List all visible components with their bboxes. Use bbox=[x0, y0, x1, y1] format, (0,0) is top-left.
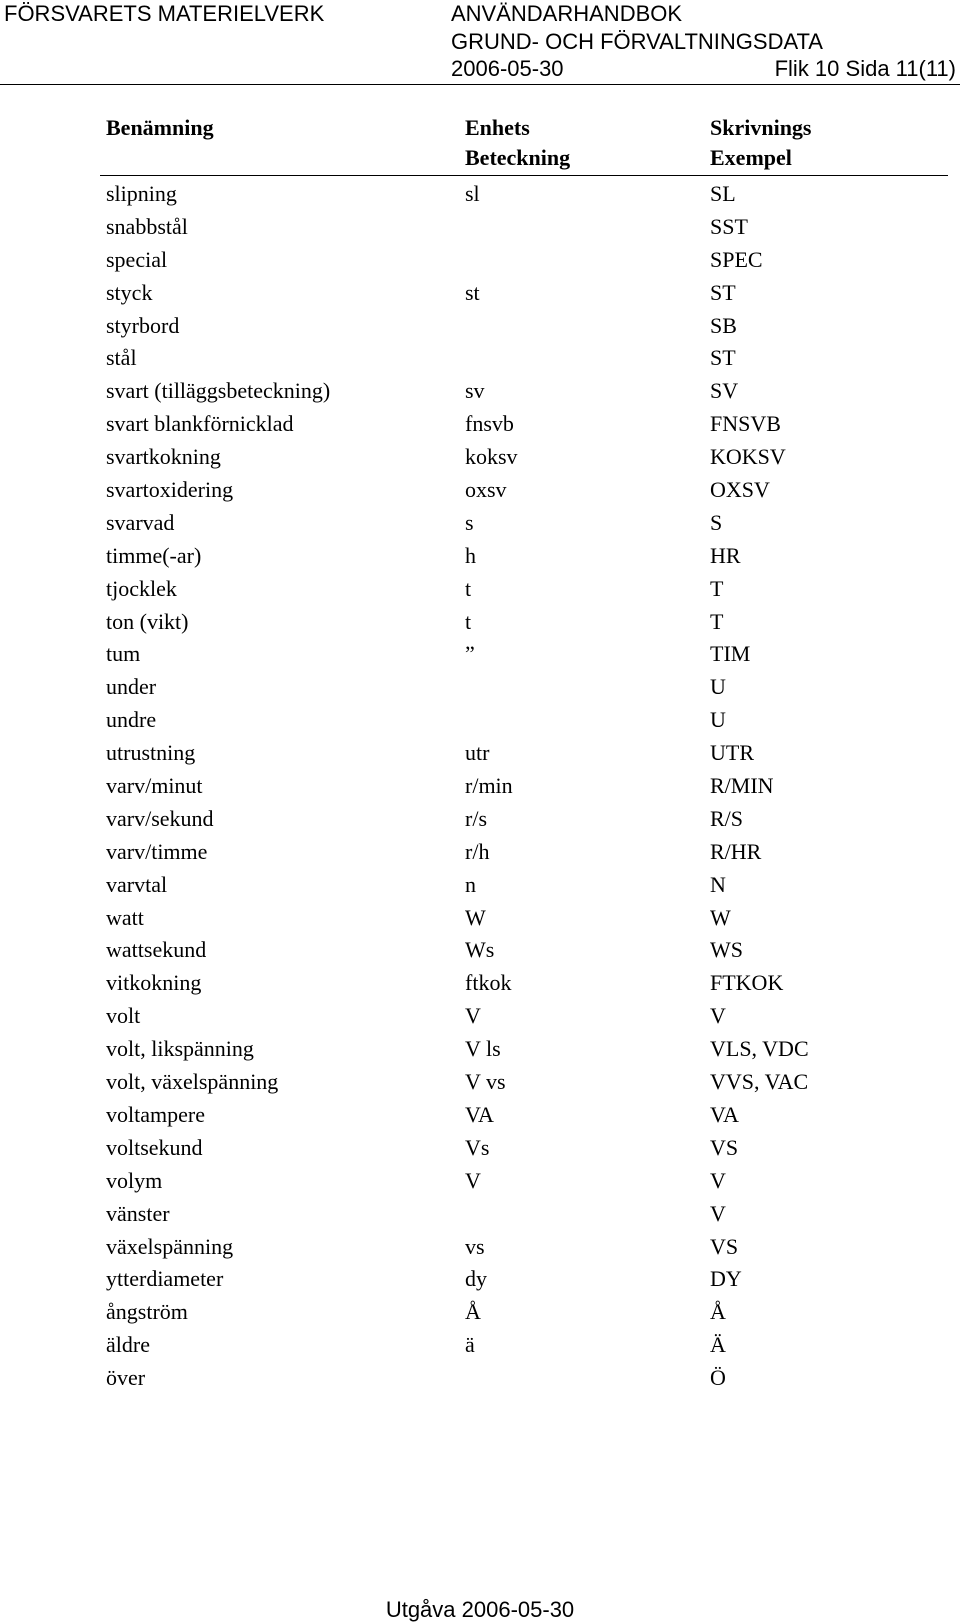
cell-name: undre bbox=[106, 707, 157, 733]
cell-unit: koksv bbox=[465, 444, 518, 470]
cell-example: FTKOK bbox=[710, 970, 784, 996]
cell-example: FNSVB bbox=[710, 411, 781, 437]
cell-example: WS bbox=[710, 937, 743, 963]
cell-example: SB bbox=[710, 312, 737, 338]
cell-unit: utr bbox=[465, 740, 490, 766]
cell-name: varv/sekund bbox=[106, 805, 214, 831]
cell-example: V bbox=[710, 1200, 726, 1226]
cell-example: R/MIN bbox=[710, 773, 774, 799]
cell-name: svart blankförnicklad bbox=[106, 411, 294, 437]
cell-name: svartoxidering bbox=[106, 477, 234, 503]
cell-name: special bbox=[106, 246, 168, 272]
column-header-name-line1: Benämning bbox=[106, 115, 214, 140]
cell-unit: Ws bbox=[465, 937, 495, 963]
column-header-example-line2: Exempel bbox=[710, 145, 792, 170]
cell-name: volt bbox=[106, 1003, 141, 1029]
column-header-unit-line1: Enhets bbox=[465, 115, 530, 140]
table-row bbox=[0, 474, 960, 507]
header-date: 2006-05-30 bbox=[451, 56, 564, 81]
cell-example: SST bbox=[710, 213, 748, 239]
cell-name: ton (vikt) bbox=[106, 608, 189, 634]
cell-example: HR bbox=[710, 542, 741, 568]
cell-example: VA bbox=[710, 1101, 739, 1127]
table-row bbox=[0, 638, 960, 671]
cell-unit: ä bbox=[465, 1332, 475, 1358]
cell-unit: h bbox=[465, 542, 476, 568]
cell-unit: t bbox=[465, 575, 472, 601]
cell-example: U bbox=[710, 674, 726, 700]
cell-unit: V bbox=[465, 1003, 481, 1029]
header-divider bbox=[0, 84, 960, 85]
cell-example: V bbox=[710, 1003, 726, 1029]
cell-name: över bbox=[106, 1365, 146, 1391]
cell-example: OXSV bbox=[710, 477, 770, 503]
cell-unit: oxsv bbox=[465, 477, 507, 503]
cell-example: ST bbox=[710, 279, 736, 305]
table-row bbox=[0, 737, 960, 770]
table-row bbox=[0, 1033, 960, 1066]
cell-unit: sv bbox=[465, 378, 485, 404]
cell-unit: sl bbox=[465, 181, 480, 206]
cell-unit: dy bbox=[465, 1266, 487, 1292]
cell-name: varvtal bbox=[106, 871, 168, 897]
cell-unit: fnsvb bbox=[465, 411, 514, 437]
table-row bbox=[0, 1165, 960, 1198]
cell-name: stål bbox=[106, 345, 137, 371]
cell-example: Å bbox=[710, 1299, 726, 1325]
cell-unit: ftkok bbox=[465, 970, 512, 996]
table-row bbox=[0, 441, 960, 474]
cell-name: voltsekund bbox=[106, 1134, 203, 1160]
table-row bbox=[0, 244, 960, 277]
table-header-divider bbox=[100, 175, 948, 176]
cell-unit: V bbox=[465, 1167, 481, 1193]
table-row bbox=[0, 540, 960, 573]
cell-example: R/HR bbox=[710, 838, 762, 864]
table-row bbox=[0, 375, 960, 408]
cell-example: VVS, VAC bbox=[710, 1069, 809, 1095]
table-row bbox=[0, 1066, 960, 1099]
table-row bbox=[0, 211, 960, 244]
column-header-unit-line2: Beteckning bbox=[465, 145, 571, 170]
cell-example: SPEC bbox=[710, 246, 763, 272]
cell-name: styck bbox=[106, 279, 153, 305]
cell-name: varv/minut bbox=[106, 773, 203, 799]
cell-name: svartkokning bbox=[106, 444, 221, 470]
column-header-example bbox=[710, 113, 812, 173]
table-row bbox=[0, 507, 960, 540]
table-row bbox=[0, 869, 960, 902]
cell-example: V bbox=[710, 1167, 726, 1193]
table-row bbox=[0, 1263, 960, 1296]
cell-unit: V ls bbox=[465, 1036, 501, 1062]
cell-name: växelspänning bbox=[106, 1233, 234, 1259]
cell-name: watt bbox=[106, 904, 144, 930]
cell-unit: r/s bbox=[465, 805, 487, 831]
cell-name: slipning bbox=[106, 181, 177, 206]
cell-unit: Vs bbox=[465, 1134, 490, 1160]
cell-unit: Å bbox=[465, 1299, 481, 1325]
table-row bbox=[0, 1362, 960, 1395]
cell-example: R/S bbox=[710, 805, 744, 831]
cell-example: UTR bbox=[710, 740, 754, 766]
cell-name: svart (tilläggsbeteckning) bbox=[106, 378, 331, 404]
cell-example: T bbox=[710, 575, 724, 601]
cell-example: N bbox=[710, 871, 726, 897]
footer-edition: Utgåva 2006-05-30 bbox=[385, 1597, 575, 1622]
cell-example: KOKSV bbox=[710, 444, 786, 470]
header-document-subtitle: GRUND- OCH FÖRVALTNINGSDATA bbox=[451, 29, 823, 54]
column-header-name bbox=[106, 113, 214, 143]
cell-name: volt, likspänning bbox=[106, 1036, 254, 1062]
cell-name: voltampere bbox=[106, 1101, 205, 1127]
cell-example: VLS, VDC bbox=[710, 1036, 809, 1062]
cell-example: S bbox=[710, 509, 723, 535]
table-row bbox=[0, 310, 960, 343]
cell-name: tum bbox=[106, 641, 141, 667]
table-row bbox=[0, 902, 960, 935]
table-row bbox=[0, 342, 960, 375]
cell-example: ST bbox=[710, 345, 736, 371]
cell-name: äldre bbox=[106, 1332, 150, 1358]
header-document-title: ANVÄNDARHANDBOK bbox=[451, 1, 683, 26]
cell-example: VS bbox=[710, 1233, 739, 1259]
table-row bbox=[0, 803, 960, 836]
cell-example: SV bbox=[710, 378, 739, 404]
table-row bbox=[0, 1231, 960, 1264]
cell-unit: st bbox=[465, 279, 480, 305]
table-row bbox=[0, 934, 960, 967]
table-row bbox=[0, 704, 960, 737]
cell-unit: r/min bbox=[465, 773, 513, 799]
cell-unit: t bbox=[465, 608, 472, 634]
header-page-reference: Flik 10 Sida 11(11) bbox=[774, 56, 956, 81]
cell-name: tjocklek bbox=[106, 575, 177, 601]
table-row bbox=[0, 967, 960, 1000]
cell-name: ytterdiameter bbox=[106, 1266, 224, 1292]
table-row bbox=[0, 606, 960, 639]
cell-example: T bbox=[710, 608, 724, 634]
table-header bbox=[0, 113, 960, 175]
cell-unit: VA bbox=[465, 1101, 494, 1127]
cell-unit: vs bbox=[465, 1233, 485, 1259]
cell-unit: r/h bbox=[465, 838, 490, 864]
cell-name: ångström bbox=[106, 1299, 188, 1325]
table-row bbox=[0, 1296, 960, 1329]
cell-unit: n bbox=[465, 871, 476, 897]
cell-name: varv/timme bbox=[106, 838, 208, 864]
table-row bbox=[0, 1000, 960, 1033]
cell-example: DY bbox=[710, 1266, 742, 1292]
cell-unit: s bbox=[465, 509, 474, 535]
table-row bbox=[0, 671, 960, 704]
table-row bbox=[0, 178, 960, 211]
cell-example: Ä bbox=[710, 1332, 726, 1358]
cell-example: VS bbox=[710, 1134, 739, 1160]
table-row bbox=[0, 1198, 960, 1231]
cell-unit: V vs bbox=[465, 1069, 506, 1095]
table-row bbox=[0, 1329, 960, 1362]
table-row bbox=[0, 277, 960, 310]
table-row bbox=[0, 1132, 960, 1165]
cell-unit: W bbox=[465, 904, 486, 930]
table-row bbox=[0, 408, 960, 441]
cell-name: wattsekund bbox=[106, 937, 207, 963]
cell-name: vänster bbox=[106, 1200, 170, 1226]
table-row bbox=[0, 573, 960, 606]
table-row bbox=[0, 836, 960, 869]
cell-example: SL bbox=[710, 181, 736, 206]
column-header-example-line1: Skrivnings bbox=[710, 115, 812, 140]
cell-name: vitkokning bbox=[106, 970, 202, 996]
table-row bbox=[0, 1099, 960, 1132]
cell-unit: ” bbox=[465, 641, 475, 667]
cell-example: W bbox=[710, 904, 731, 930]
table-row bbox=[0, 770, 960, 803]
column-header-unit bbox=[465, 113, 570, 173]
abbreviation-table bbox=[0, 113, 960, 1392]
cell-name: under bbox=[106, 674, 157, 700]
cell-name: svarvad bbox=[106, 509, 175, 535]
cell-name: volt, växelspänning bbox=[106, 1069, 279, 1095]
cell-name: utrustning bbox=[106, 740, 196, 766]
cell-name: timme(-ar) bbox=[106, 542, 202, 568]
cell-example: Ö bbox=[710, 1365, 726, 1391]
cell-name: styrbord bbox=[106, 312, 180, 338]
cell-example: TIM bbox=[710, 641, 751, 667]
cell-name: snabbstål bbox=[106, 213, 188, 239]
cell-example: U bbox=[710, 707, 726, 733]
header-organization: FÖRSVARETS MATERIELVERK bbox=[4, 1, 325, 26]
table-body bbox=[0, 178, 960, 1395]
cell-name: volym bbox=[106, 1167, 163, 1193]
